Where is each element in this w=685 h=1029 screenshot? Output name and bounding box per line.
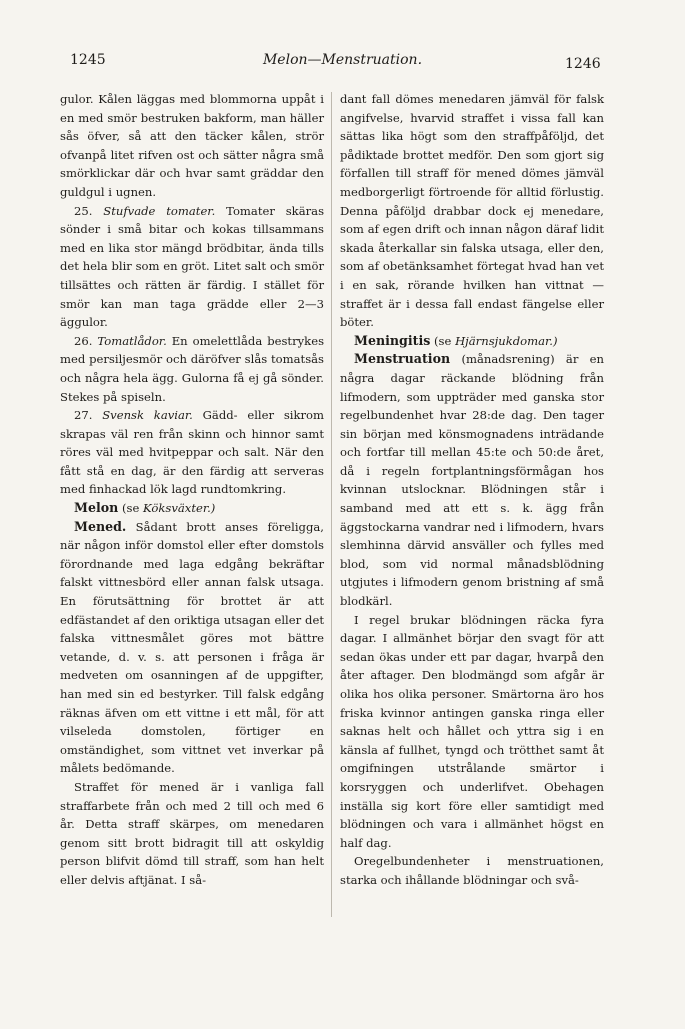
cross-ref-prefix: (se (121, 501, 140, 516)
headword: Meningitis (354, 332, 431, 348)
recipe-number: 27. (74, 408, 93, 423)
cross-reference: Hjärnsjukdomar.) (455, 333, 558, 348)
recipe-text: Tomater skäras sönder i små bitar och kokas tillsammans med en lika stor mängd brödbitar, ända tills det hela blir som en gröt. Litet salt och smör tillsättes och rätten är färdig. I stället för smör kan man taga grädde eller 2—3 äggulor. (60, 203, 325, 330)
recipe-25 (60, 202, 324, 332)
entry-text: Sådant brott anses föreligga, när någon inför domstol eller efter domstols förordnande med laga edgång bekräftar falskt vittnesbörd eller annan falsk utsaga. En förutsättning för brottet är att edfästandet af den oriktiga utsagan eller det falska vittnesmålet göres mot bättre vetande, d. v. s. att personen i fråga är medveten om osanningen af de uppgifter, han med sin ed bestyrker. Till falsk edgång räknas äfven om ett vittne i ett mål, för att vilseleda domstolen, förtiger en omständighet, som vittnet vet inverkar på målets bedömande. (60, 519, 324, 776)
left-column (60, 90, 324, 890)
cross-reference: Köksväxter.) (143, 501, 216, 516)
running-title: Melon—Menstruation. (262, 52, 423, 68)
paragraph-kal-continued: gulor. Kålen läggas med blommorna uppåt i en med smör bestruken bakform, man häller sås öfver, så att den täcker kålen, strör ofvanpå litet rifven ost och sätter några små smörklickar där och hvar samt gräddar den guldgul i ugnen. (60, 92, 324, 199)
entry-mened (60, 518, 324, 778)
paragraph-regel: I regel brukar blödningen räcka fyra dagar. I allmänhet börjar den svagt för att sedan ökas under ett par dagar, hvarpå den åter aftager. Den blodmängd som afgår är olika hos olika personer. Smärtorna äro hos friska kvinnor antingen ganska ringa eller saknas helt och hållet och yttra sig i en känsla af fullhet, tyngd och trötthet samt åt omgifningen utstrålande smärtor i korsryggen och underlifvet. Obehagen inställa sig kort före eller samtidigt med blödningen och vara i allmänhet högst en half dag. (340, 612, 604, 850)
page-number-left: 1245 (70, 52, 106, 68)
entry-meningitis (340, 332, 604, 351)
paragraph-straffet: Straffet för mened är i vanliga fall straffarbete från och med 2 till och med 6 år. Detta straff skärpes, om menedaren genom sitt brott bidragit till att oskyldig person blifvit dömd till straff, som han helt eller delvis aftjänat. I så- (60, 779, 324, 887)
recipe-title: Tomatlådor. (97, 333, 167, 348)
headword: Mened. (74, 518, 127, 534)
recipe-26 (60, 332, 324, 406)
right-column (340, 90, 604, 890)
recipe-number: 25. (74, 203, 93, 218)
page-number-right: 1246 (565, 56, 601, 72)
recipe-title: Stufvade tomater. (103, 203, 216, 218)
entry-menstruation (340, 350, 604, 610)
column-divider (331, 92, 332, 917)
page-header (0, 0, 685, 90)
paragraph-mened-continued: dant fall dömes menedaren jämväl för falsk angifvelse, hvarvid straffet i vissa fall kan sättas lika högt som den straffpåföljd, det pådiktade brottet medför. Den som gjort sig förfallen till straff för mened dömes jämväl medborgerligt förtroende för alltid förlustig. Denna påföljd drabbar dock ej menedare, som af egen drift och innan någon däraf lidit skada återkallar sin falska utsaga, eller den, som af obetänksamhet förtegat hvad han vet i en sak, rörande hvilken han vittnat — straffet är i dessa fall endast fängelse eller böter. (340, 92, 604, 330)
headword: Menstruation (354, 351, 451, 367)
entry-melon (60, 499, 324, 518)
recipe-27 (60, 406, 324, 499)
recipe-title: Svensk kaviar. (102, 408, 193, 423)
recipe-number: 26. (74, 333, 93, 348)
paragraph-oregel: Oregelbundenheter i menstruationen, starka och ihållande blödningar och svå- (340, 854, 604, 887)
entry-text: (månadsrening) är en några dagar räckande blödning från lifmodern, som uppträder med ganska stor regelbundenhet hvar 28:de dag. Den tager sin början med könsmognadens inträdande och fortfar till mellan 45:te och 50:de året, då i regeln fortplantningsförmågan hos kvinnan utslocknar. Blödningen står i samband med att ett s. k. ägg från äggstockarna vandrar ned i lifmodern, hvars slemhinna därvid ansväller och fylles med blod, som vid normal månadsblödning utgjutes i lifmodern genom bristning af små blodkärl. (340, 352, 605, 609)
cross-ref-prefix: (se (434, 333, 452, 348)
recipe-text: Gädd- eller sikrom skrapas väl ren från skinn och hinnor samt röres väl med hvitpeppar och salt. När den fått stå en dag, är den färdig att serveras med finhackad lök lagd rundtomkring. (60, 408, 325, 497)
headword: Melon (74, 500, 119, 516)
recipe-text: En omelettlåda bestrykes med persiljesmör och däröfver slås tomatsås och några hela ägg. Gulorna få ej gå sönder. Stekes på spiseln. (60, 333, 325, 404)
